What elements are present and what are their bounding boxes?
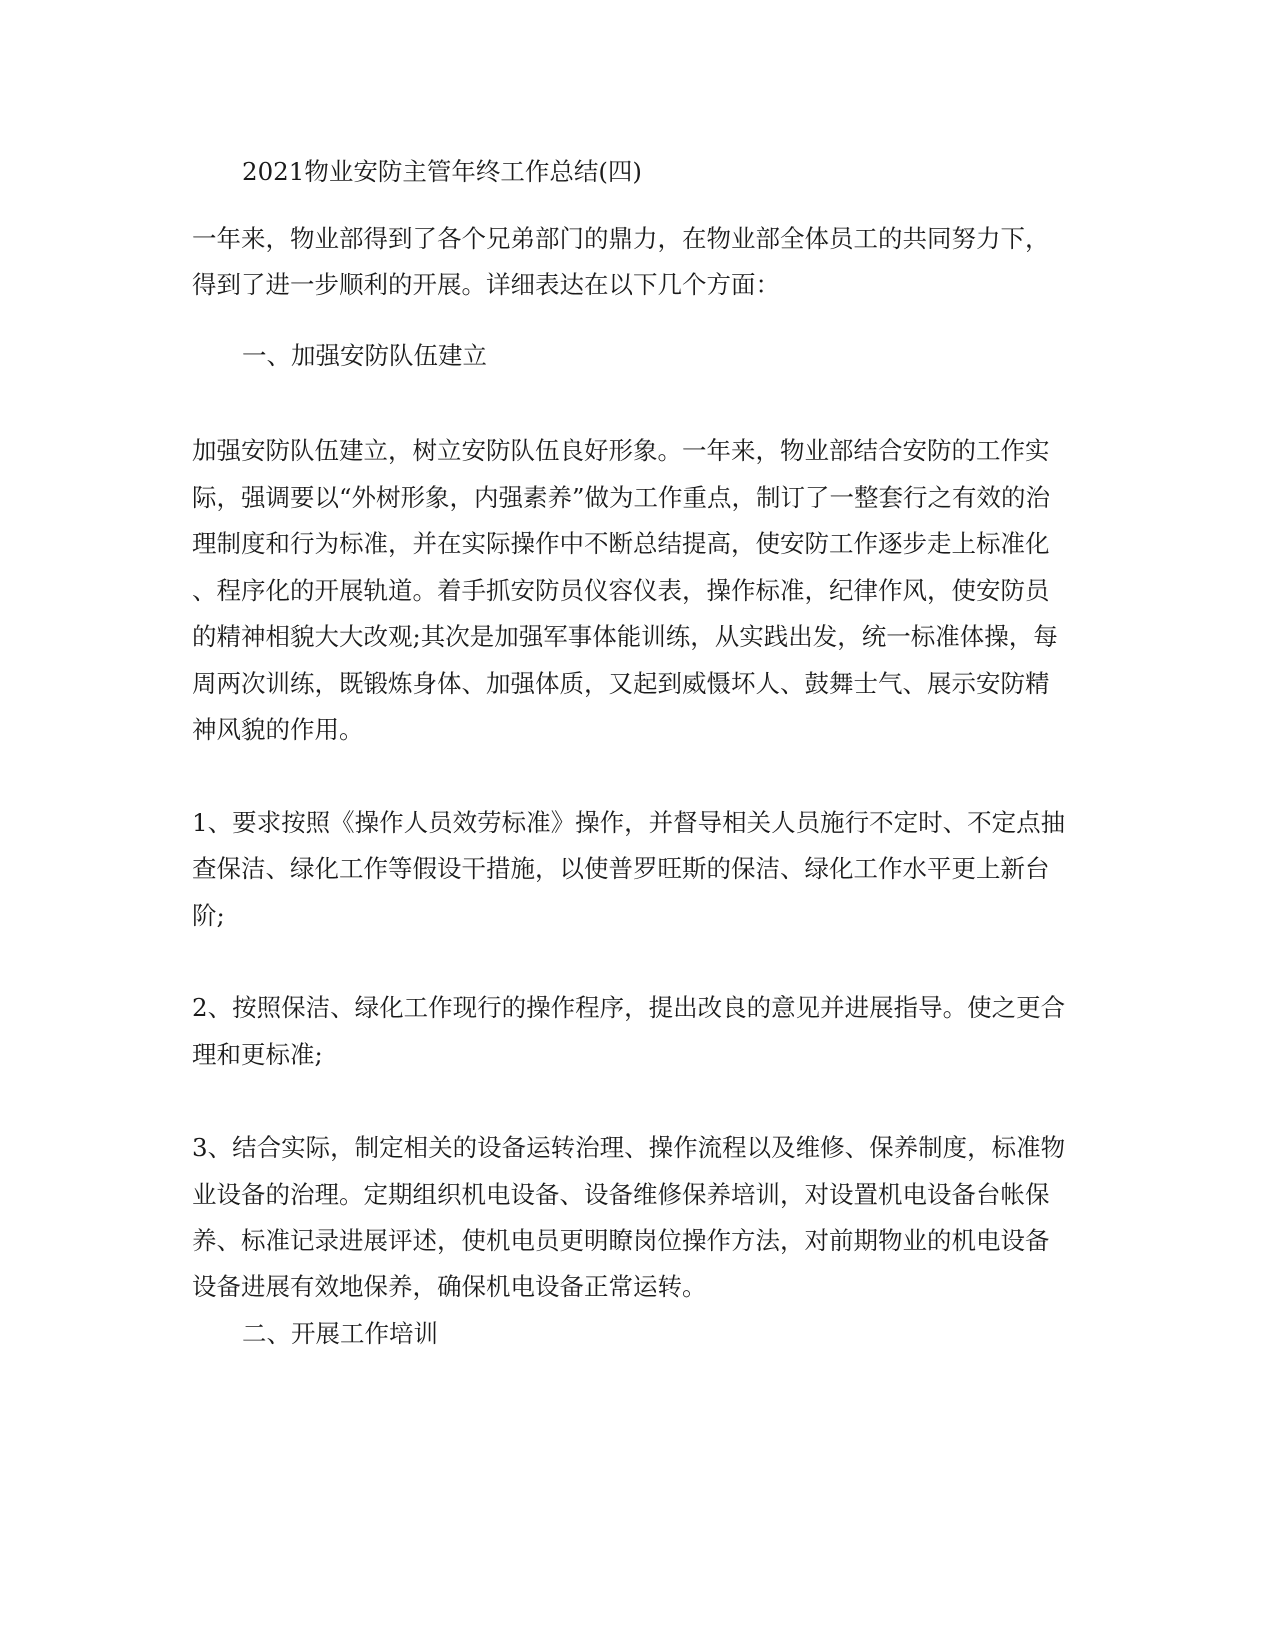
list-item-3-line: 业设备的治理。定期组织机电设备、设备维修保养培训，对设置机电设备台帐保 [192, 1180, 1050, 1209]
document-title: 2021物业安防主管年终工作总结(四) [242, 157, 642, 186]
list-item-1-line: 1、要求按照《操作人员效劳标准》操作，并督导相关人员施行不定时、不定点抽 [192, 808, 1066, 837]
body-line: 的精神相貌大大改观;其次是加强军事体能训练，从实践出发，统一标准体操，每 [192, 622, 1058, 651]
body-line: 、程序化的开展轨道。着手抓安防员仪容仪表，操作标准，纪律作风，使安防员 [192, 576, 1050, 605]
body-line: 加强安防队伍建立，树立安防队伍良好形象。一年来，物业部结合安防的工作实 [192, 436, 1050, 465]
list-item-2-line: 2、按照保洁、绿化工作现行的操作程序，提出改良的意见并进展指导。使之更合 [192, 993, 1066, 1022]
body-line: 神风貌的作用。 [192, 715, 364, 744]
list-item-3-line: 养、标准记录进展评述，使机电员更明瞭岗位操作方法，对前期物业的机电设备 [192, 1226, 1050, 1255]
list-item-3-line: 3、结合实际，制定相关的设备运转治理、操作流程以及维修、保养制度，标准物 [192, 1133, 1066, 1162]
body-line: 际，强调要以“外树形象，内强素养”做为工作重点，制订了一整套行之有效的治 [192, 483, 1051, 512]
list-item-1-line: 查保洁、绿化工作等假设干措施，以使普罗旺斯的保洁、绿化工作水平更上新台 [192, 854, 1050, 883]
list-item-2-line: 理和更标准; [192, 1040, 323, 1069]
body-line: 理制度和行为标准，并在实际操作中不断总结提高，使安防工作逐步走上标准化 [192, 529, 1050, 558]
intro-line: 一年来，物业部得到了各个兄弟部门的鼎力，在物业部全体员工的共同努力下， [192, 224, 1050, 253]
section-heading-2: 二、开展工作培训 [242, 1319, 438, 1348]
list-item-3-line: 设备进展有效地保养，确保机电设备正常运转。 [192, 1272, 707, 1301]
body-line: 周两次训练，既锻炼身体、加强体质，又起到威慑坏人、鼓舞士气、展示安防精 [192, 669, 1050, 698]
intro-line: 得到了进一步顺利的开展。详细表达在以下几个方面： [192, 270, 780, 299]
list-item-1-line: 阶; [192, 901, 225, 930]
section-heading-1: 一、加强安防队伍建立 [242, 341, 487, 370]
